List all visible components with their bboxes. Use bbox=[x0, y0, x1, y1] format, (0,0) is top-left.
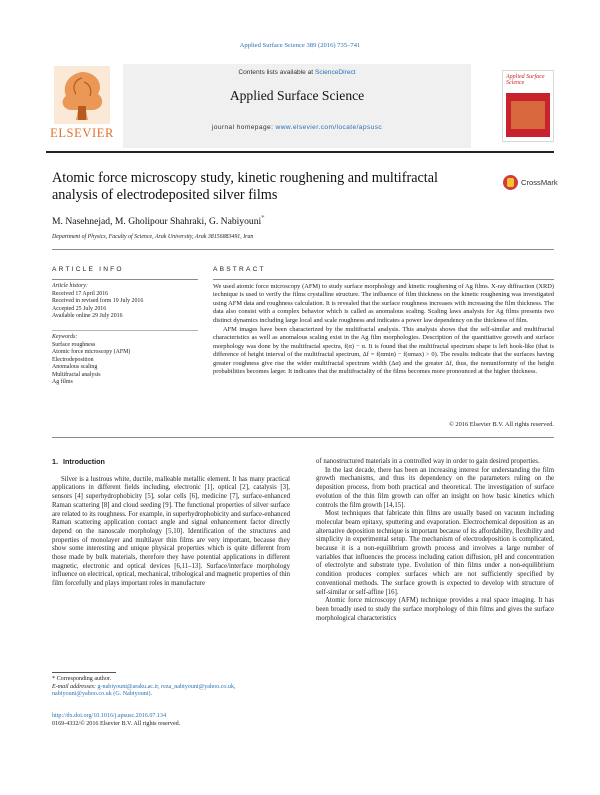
corresponding-author-note bbox=[52, 676, 290, 684]
contents-prefix: Contents lists available at bbox=[238, 69, 315, 76]
journal-reference[interactable]: Applied Surface Science 389 (2016) 735–741 bbox=[239, 42, 361, 49]
contents-line bbox=[123, 69, 471, 76]
email-addresses[interactable]: g-nabiyouni@araku.ac.ir, reza_nabiyouni@yahoo.co.uk, nabiyouni@yahoo.co.uk (G. Nabiyouni). bbox=[52, 683, 236, 698]
section-title: Introduction bbox=[63, 457, 105, 466]
section-number: 1. bbox=[52, 457, 58, 466]
masthead-banner bbox=[123, 64, 471, 148]
abstract-copyright: © 2016 Elsevier B.V. All rights reserved. bbox=[448, 421, 554, 428]
body-paragraph: of nanostructured materials in a controlled way in order to gain desired properties. bbox=[316, 458, 540, 465]
footnote-rule bbox=[52, 672, 116, 673]
journal-cover bbox=[502, 70, 554, 142]
journal-homepage bbox=[123, 124, 471, 131]
crossmark-label: CrossMark bbox=[521, 178, 558, 187]
history-label: Article history: bbox=[52, 283, 88, 289]
body-paragraph: Silver is a lustrous white, ductile, malleable metallic element. It has many practical applications in different fields including, electronic [1], optical [2], catalysis [3], sensors [4] superhydrophobicity [5], solar cells [6], medicine [7], surface-enhanced Raman scattering [8] and cloud seeding [9]. The functional properties of silver surface are related to its roughness. For example, in superhydrophobicity and surface-enhanced Raman scattering application contact angle and signal enhancement factor directly depend on the nanoscale morphology [5,10]. Identification of the structures and properties of monolayer and multilayer thin films are very important, because they show some interesting and unique physical properties which is quite different from those made by bulk materials, therefore they have potential applications in different magnetic, electronic and optical devices [6,11–13]. Surface/interface morphology influence on electrical, optical, mechanical, tribological and magnetic properties of thin film forcefully and plays important roles in manufacture bbox=[52, 475, 290, 588]
elsevier-logo bbox=[46, 64, 118, 146]
body-column-right bbox=[316, 458, 554, 623]
body-paragraph: Most techniques that fabricate thin films are usually based on vacuum including molecular beam epitaxy, sputtering and evaporation. Electrochemical deposition as an alternative deposition technique is important because of its affordability, flexibility and simplicity in experimental setup. The mechanism of electrodeposition is complicated, because it is a non-equilibrium growth process and involves a large number of variables that influences the process including cation diffusion, pH and concentration of electrolyte and substrate type. Evolution of thin films under a non-equilibrium condition produces complex surfaces which are not sufficiently specified by conventional methods. The surface growth is expected to develop with structure of self-similar or self-affine [16]. bbox=[316, 510, 554, 596]
homepage-link[interactable]: www.elsevier.com/locate/apsusc bbox=[275, 124, 383, 131]
doi-block bbox=[52, 712, 302, 728]
abstract-paragraph: We used atomic force microscopy (AFM) to study surface morphology and kinetic roughening of Ag films. X-ray diffraction (XRD) technique is used to verify the films crystalline structure. The influence of film thickness on the kinetic roughening was investigated using AFM data and roughness calculation. It is revealed that the surface roughness increases with increasing the film thickness. The data also consist with a complex behavior which is called as anomalous scaling. Scaling laws analysis for Ag films presents two distinct dynamics including large local and scale roughness and indicates a power law dependency on the thickness of film. bbox=[213, 283, 554, 324]
authors-text: M. Nasehnejad, M. Gholipour Shahraki, G. Nabiyouni bbox=[52, 216, 262, 228]
corresponding-label: Corresponding author. bbox=[56, 676, 112, 682]
footnote-mark: * bbox=[52, 676, 56, 682]
article-history bbox=[52, 283, 202, 321]
issn-line: 0169-4332/© 2016 Elsevier B.V. All rights reserved. bbox=[52, 721, 181, 727]
keywords-label: Keywords: bbox=[52, 334, 78, 340]
keywords-rule bbox=[52, 330, 198, 331]
homepage-prefix: journal homepage: bbox=[211, 124, 276, 131]
keyword-item: Multifractal analysis bbox=[52, 371, 101, 378]
abstract-body bbox=[213, 283, 554, 376]
article-info-heading: ARTICLE INFO bbox=[52, 266, 124, 273]
affiliation: Department of Physics, Faculty of Science, Arak University, Arak 38156883491, Iran bbox=[52, 234, 254, 240]
history-item: Received 17 April 2016 bbox=[52, 290, 109, 297]
cover-image-overlay bbox=[511, 101, 545, 129]
sciencedirect-link[interactable]: ScienceDirect bbox=[314, 69, 356, 76]
body-paragraph: Atomic force microscopy (AFM) technique provides a real space imaging. It has been broadly used to study the surface morphology of thin films and gives the surface morphological characteristics bbox=[316, 597, 554, 622]
body-paragraph: In the last decade, there has been an increasing interest for understanding the film growth mechanisms, and thus its dependency on the parameters ruling on the deposition process, from both practical and theoretical. The investigation of surface evolution of the thin film growth can offer an insight on how basic kinetics which controls the film growth [14,15]. bbox=[316, 466, 554, 509]
footnote bbox=[52, 676, 290, 699]
keywords bbox=[52, 334, 202, 387]
author-list bbox=[52, 214, 265, 227]
crossmark-icon bbox=[503, 175, 518, 190]
abstract-rule bbox=[213, 279, 554, 280]
keyword-item: Atomic force microscopy (AFM) bbox=[52, 349, 131, 355]
journal-masthead bbox=[46, 64, 554, 148]
crossmark-badge[interactable] bbox=[503, 175, 558, 191]
journal-title: Applied Surface Science bbox=[229, 88, 365, 103]
history-item: Accepted 25 July 2016 bbox=[52, 305, 107, 312]
cover-title: Applied Surface Science bbox=[506, 74, 545, 87]
abstract-heading: ABSTRACT bbox=[213, 266, 266, 273]
body-column-left bbox=[52, 458, 290, 589]
doi-link[interactable]: http://dx.doi.org/10.1016/j.apsusc.2016.07.134 bbox=[52, 713, 167, 719]
keyword-item: Ag films bbox=[52, 379, 73, 385]
corresponding-mark[interactable]: * bbox=[261, 214, 265, 222]
keyword-item: Electrodeposition bbox=[52, 356, 94, 363]
elsevier-tree-icon bbox=[54, 66, 110, 124]
publisher-wordmark: ELSEVIER bbox=[50, 126, 114, 140]
section-heading bbox=[52, 458, 290, 467]
history-item: Available online 29 July 2016 bbox=[52, 313, 123, 319]
masthead-rule bbox=[46, 151, 554, 153]
affiliation-rule bbox=[52, 249, 554, 250]
abstract-paragraph: AFM images have been characterized by the multifractal analysis. This analysis shows that the self-similar and multifractal characteristics as well as anomalous scaling exist in the Ag film morphologies. Description of the quantitative growth and surface morphology was done by the multifractal spectra, f(α) − α. It is found that the multifractal spectrum shape is left hook-like (that is difference of height interval of the multifractal spectrum, Δf = f(αmin) − f(αmax) > 0). The results indicate that the surfaces having greater roughness give rise the wider multifractal spectrum width (Δα) and the greater Δf, thus, the nonuniformity of the height probabilities becomes larger. It indicates that the multifractality of the films becomes more pronounced at the higher thickness. bbox=[213, 326, 554, 376]
info-rule bbox=[52, 279, 198, 280]
article-title: Atomic force microscopy study, kinetic roughening and multifractal analysis of electrodeposited silver films bbox=[52, 170, 438, 203]
abstract-end-rule bbox=[52, 437, 554, 438]
keyword-item: Anomalous scaling bbox=[52, 364, 98, 370]
history-item: Received in revised form 19 July 2016 bbox=[52, 298, 144, 304]
email-note bbox=[52, 684, 290, 699]
email-label: E-mail addresses: bbox=[52, 683, 96, 690]
keyword-item: Surface roughness bbox=[52, 341, 96, 348]
